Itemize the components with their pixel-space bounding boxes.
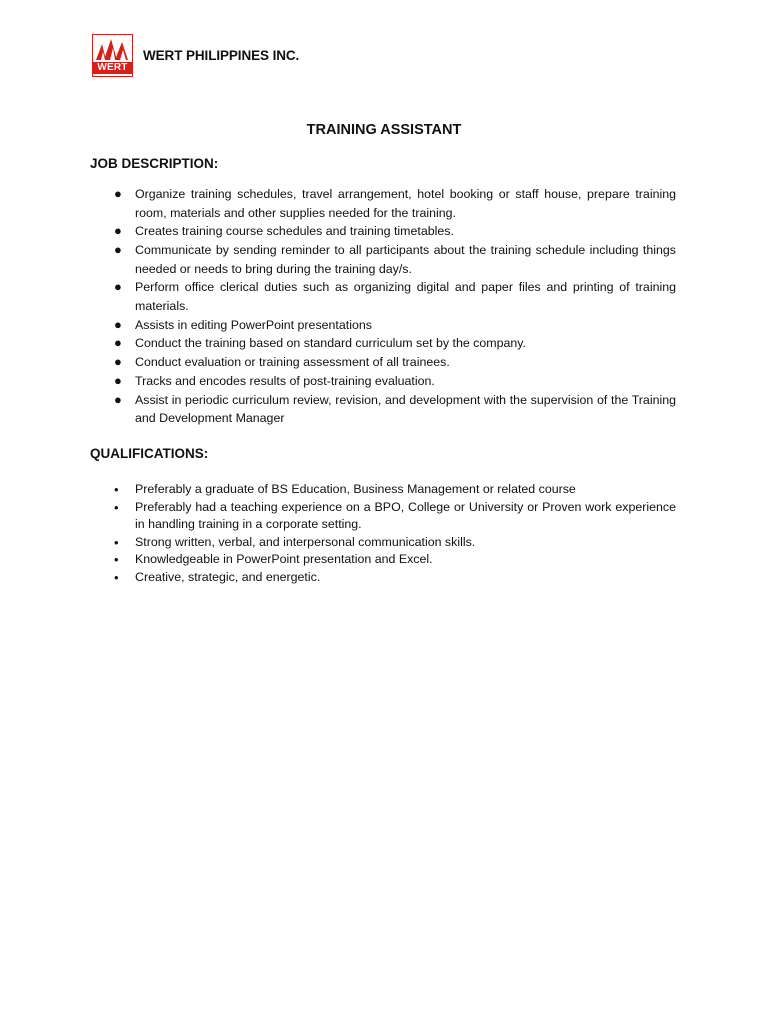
list-item-text: Communicate by sending reminder to all participants about the training schedule including things needed or needs to bring during the training day/s. bbox=[135, 243, 676, 276]
bullet-dot-icon: ● bbox=[114, 242, 122, 258]
list-item bbox=[90, 534, 676, 552]
list-item bbox=[90, 278, 676, 315]
company-name: WERT PHILIPPINES INC. bbox=[143, 47, 300, 63]
bullet-dot-icon: • bbox=[114, 569, 119, 585]
bullet-dot-icon: ● bbox=[114, 186, 122, 201]
list-item bbox=[90, 222, 676, 241]
bullet-dot-icon: ● bbox=[114, 354, 122, 370]
list-item bbox=[90, 353, 676, 372]
list-item bbox=[90, 334, 676, 353]
list-item bbox=[90, 569, 676, 587]
bullet-dot-icon: ● bbox=[114, 316, 122, 332]
list-item bbox=[90, 241, 676, 278]
bullet-dot-icon: • bbox=[114, 534, 119, 550]
job-description-list bbox=[90, 185, 676, 428]
bullet-dot-icon: • bbox=[114, 499, 119, 515]
list-item-text: Creative, strategic, and energetic. bbox=[135, 569, 321, 584]
qualifications-list bbox=[90, 481, 676, 586]
bullet-dot-icon: ● bbox=[114, 335, 122, 351]
list-item bbox=[90, 316, 676, 335]
bullet-dot-icon: ● bbox=[114, 223, 122, 239]
list-item bbox=[90, 499, 676, 534]
list-item-text: Assists in editing PowerPoint presentations bbox=[135, 317, 372, 332]
job-description-heading: JOB DESCRIPTION: bbox=[90, 156, 219, 171]
bullet-dot-icon: ● bbox=[114, 279, 122, 295]
bullet-dot-icon: ● bbox=[114, 373, 122, 389]
list-item-text: Strong written, verbal, and interpersonal communication skills. bbox=[135, 534, 476, 549]
list-item-text: Assist in periodic curriculum review, revision, and development with the supervision of the Training and Development Manager bbox=[135, 392, 676, 426]
letterhead bbox=[92, 33, 299, 77]
qualifications-heading: QUALIFICATIONS: bbox=[90, 446, 209, 461]
list-item bbox=[90, 372, 676, 391]
list-item-text: Perform office clerical duties such as organizing digital and paper files and printing of training materials. bbox=[135, 280, 676, 313]
list-item-text: Preferably a graduate of BS Education, Business Management or related course bbox=[135, 482, 576, 496]
list-item bbox=[90, 391, 676, 428]
wert-logo-icon bbox=[92, 34, 133, 77]
bullet-dot-icon: • bbox=[114, 482, 119, 497]
list-item-text: Conduct evaluation or training assessment of all trainees. bbox=[135, 355, 450, 370]
list-item-text: Conduct the training based on standard curriculum set by the company. bbox=[135, 336, 526, 351]
list-item-text: Organize training schedules, travel arrangement, hotel booking or staff house, prepare training room, materials and other supplies needed for the training. bbox=[135, 187, 676, 220]
list-item bbox=[90, 551, 676, 569]
bullet-dot-icon: • bbox=[114, 552, 119, 567]
list-item-text: Preferably had a teaching experience on a BPO, College or University or Proven work experience in handling training in a corporate setting. bbox=[135, 499, 676, 531]
logo-wordmark: WERT bbox=[93, 62, 132, 74]
bullet-dot-icon: ● bbox=[114, 391, 122, 407]
list-item bbox=[90, 481, 676, 499]
list-item-text: Tracks and encodes results of post-training evaluation. bbox=[135, 374, 435, 389]
document-title: TRAINING ASSISTANT bbox=[306, 122, 462, 138]
list-item bbox=[90, 185, 676, 222]
list-item-text: Knowledgeable in PowerPoint presentation and Excel. bbox=[135, 552, 433, 566]
list-item-text: Creates training course schedules and training timetables. bbox=[135, 224, 454, 239]
